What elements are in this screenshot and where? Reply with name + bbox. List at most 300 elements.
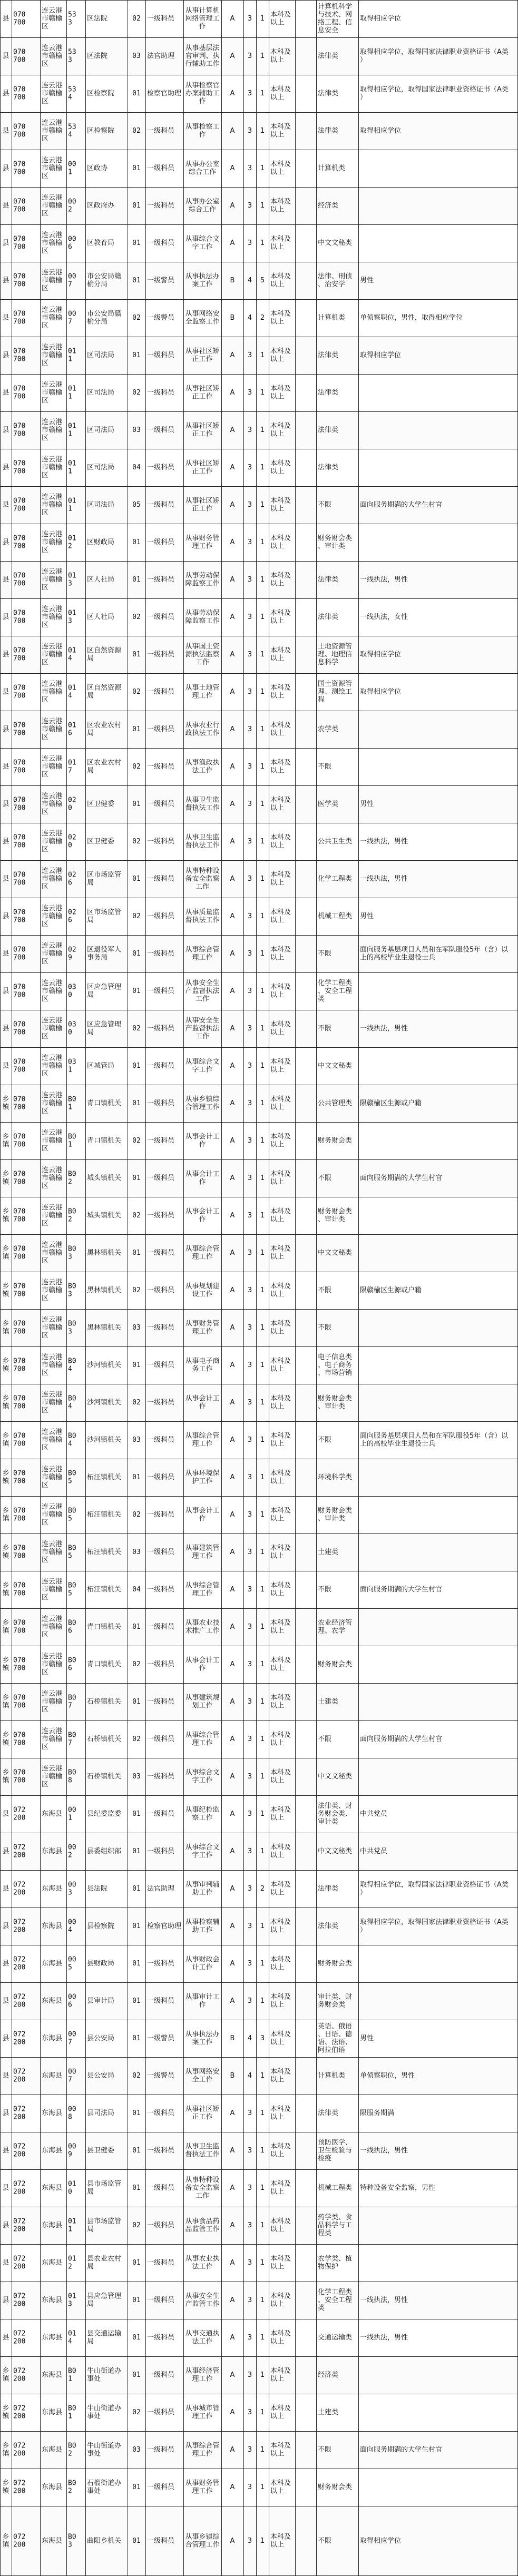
cell-计划人数-line: 2 (260, 314, 265, 322)
cell-单位代码-line: 072 (13, 2533, 26, 2541)
cell-考试类别 (248, 314, 252, 322)
cell-职位类别-line: 品监管工作 (185, 2225, 220, 2234)
cell-主管部门代码-line: B0 (68, 1694, 76, 1702)
cell-职位简介-line: A (230, 2334, 235, 2342)
cell-主管部门代码-line: 4 (68, 93, 72, 102)
cell-职位名称 (147, 687, 175, 696)
cell-职位代码-line: 01 (132, 1623, 141, 1631)
cell-招录机关-line: 石桥镇机关 (87, 1773, 122, 1781)
cell-学历-line: 本科及 (270, 310, 291, 318)
cell-单位代码-line: 700 (13, 729, 26, 738)
cell-职位名称 (147, 2483, 175, 2491)
cell-区县 (42, 2371, 62, 2379)
cell-考试类别-line: 3 (247, 2147, 252, 2155)
cell-专业 (318, 1735, 331, 1743)
cell-考试类别 (248, 1137, 252, 1145)
cell-区县 (42, 1997, 62, 2005)
cell-职位简介 (230, 912, 235, 920)
cell-专业-line: 法律类 (318, 351, 339, 359)
cell-其他条件 (360, 2333, 408, 2342)
cell-其他条件-line: 男性 (360, 912, 374, 920)
cell-层级 (2, 1847, 9, 1855)
cell-层级-line: 乡 (2, 1544, 9, 1552)
cell-职位代码 (132, 950, 141, 958)
cell-层级-line: 乡 (2, 1619, 9, 1627)
cell-单位代码 (13, 1058, 25, 1074)
cell-层级-line: 县 (2, 538, 9, 546)
cell-职位类别-line: 法工作 (192, 766, 213, 775)
cell-职位类别-line: 从事环境保 (185, 1469, 220, 1478)
cell-职位名称 (147, 1847, 175, 1855)
cell-单位代码-line: 200 (13, 2541, 26, 2549)
cell-职位类别-line: 作 (199, 1178, 206, 1186)
cell-区县-line: 区 (42, 808, 49, 816)
cell-主管部门代码-line: B0 (68, 1357, 76, 1365)
cell-考试类别-line: 3 (247, 2296, 252, 2304)
cell-职位类别-line: 备安全监察 (185, 2184, 220, 2192)
cell-招录机关 (87, 1361, 121, 1369)
cell-单位代码-line: 200 (13, 2487, 26, 2495)
cell-职位简介 (230, 2147, 235, 2155)
cell-职位代码-line: 02 (132, 314, 141, 322)
cell-专业-line: 法律类 (318, 2109, 339, 2117)
cell-招录机关-line: 区农业农村 (87, 759, 122, 767)
table-row (0, 2394, 518, 2431)
cell-考试类别 (248, 52, 252, 60)
cell-单位代码-line: 070 (13, 1581, 26, 1590)
cell-层级-line: 县 (2, 950, 9, 958)
cell-学历-line: 本科及 (270, 11, 291, 19)
cell-层级 (2, 1810, 9, 1818)
cell-主管部门代码-line: 00 (68, 1881, 76, 1889)
cell-区县-line: 连云港 (42, 306, 63, 314)
cell-职位名称 (147, 800, 175, 808)
cell-职位简介 (230, 2259, 235, 2267)
cell-招录机关 (87, 613, 114, 621)
cell-职位类别-line: 理工作 (192, 2487, 213, 2495)
cell-职位代码-line: 01 (132, 1249, 141, 1257)
cell-职位类别-line: 从事国土资 (185, 643, 220, 651)
table-row (0, 2020, 518, 2057)
cell-专业 (318, 763, 331, 771)
cell-层级-line: 镇 (2, 1140, 9, 1149)
cell-主管部门代码-line: 4 (68, 1926, 72, 1934)
cell-层级 (2, 1395, 9, 1411)
cell-招录机关-line: 区城管局 (87, 1062, 115, 1070)
cell-职位名称 (147, 1510, 175, 1519)
cell-主管部门代码-line: 00 (68, 1843, 76, 1852)
cell-招录机关 (87, 1623, 121, 1631)
cell-层级-line: 县 (2, 389, 9, 397)
cell-单位代码-line: 700 (13, 953, 26, 962)
cell-区县-line: 连云港 (42, 605, 63, 613)
cell-主管部门代码-line: B0 (68, 1394, 76, 1403)
cell-职位代码-line: 01 (132, 2034, 141, 2042)
cell-层级 (2, 2533, 9, 2549)
cell-考试类别-line: 3 (247, 164, 252, 172)
cell-主管部门代码-line: 01 (68, 684, 76, 692)
cell-职位类别-line: 理工作 (192, 2450, 213, 2458)
cell-单位代码-line: 700 (13, 467, 26, 476)
cell-考试类别 (248, 1810, 252, 1818)
cell-主管部门代码-line: 1 (68, 2225, 72, 2234)
cell-职位类别-line: 从事质量监 (185, 908, 220, 917)
cell-单位代码 (13, 1171, 25, 1186)
cell-区县-line: 区 (42, 883, 49, 891)
cell-学历-line: 以上 (270, 1178, 285, 1186)
cell-区县-line: 东海县 (42, 1960, 63, 1968)
cell-职位代码-line: 03 (132, 1436, 141, 1444)
cell-其他条件-line: 一线执法，男性 (360, 576, 408, 584)
cell-计划人数-line: 1 (260, 2109, 265, 2117)
cell-单位代码-line: 072 (13, 2142, 26, 2151)
cell-职位代码-line: 02 (132, 1286, 141, 1294)
cell-层级 (2, 1470, 9, 1486)
cell-招录机关-line: 区卫健委 (87, 838, 115, 845)
cell-考试类别-line: 3 (247, 1511, 252, 1519)
cell-职位代码 (132, 1361, 141, 1369)
cell-其他条件-line: 面向服务基层项目人员和在军队服役5年（含）以 (360, 946, 509, 954)
cell-计划人数 (260, 838, 265, 845)
cell-职位类别-line: 合管理工作 (185, 2541, 220, 2549)
cell-区县 (42, 2072, 62, 2080)
table-row (0, 823, 518, 860)
cell-计划人数-line: 1 (260, 725, 265, 733)
cell-专业-line: 土地资源管 (318, 643, 353, 651)
cell-职位代码 (132, 2483, 141, 2491)
cell-计划人数 (260, 2221, 265, 2229)
cell-单位代码-line: 070 (13, 609, 26, 617)
cell-计划人数-line: 1 (260, 351, 265, 359)
cell-招录机关 (87, 126, 114, 135)
cell-主管部门代码-line: 7 (68, 280, 72, 289)
cell-专业-line: 不限 (318, 501, 332, 509)
cell-计划人数-line: 1 (260, 1062, 265, 1070)
cell-主管部门代码-line: 02 (68, 833, 76, 842)
cell-计划人数 (260, 426, 265, 434)
cell-主管部门代码-line: 4 (68, 692, 72, 700)
cell-职位代码 (132, 127, 141, 135)
cell-职位代码 (132, 2259, 141, 2267)
cell-单位代码-line: 070 (13, 721, 26, 730)
table-row (0, 1384, 518, 1421)
cell-考试类别-line: 3 (247, 1025, 252, 1033)
cell-考试类别-line: 3 (247, 15, 252, 23)
cell-单位代码 (13, 2480, 25, 2495)
cell-考试类别-line: 3 (247, 950, 252, 958)
cell-招录机关-line: 局 (87, 2300, 94, 2308)
cell-职位名称 (147, 1323, 175, 1332)
cell-层级 (2, 351, 9, 359)
cell-学历-line: 本科及 (270, 2180, 291, 2188)
cell-层级-line: 县 (2, 90, 9, 97)
cell-职位类别-line: 作 (199, 1402, 206, 1411)
cell-招录机关-line: 青口镇机关 (87, 1137, 122, 1145)
cell-招录机关-line: 柘汪镇机关 (87, 1511, 122, 1519)
cell-招录机关-line: 局 (87, 692, 94, 700)
cell-主管部门代码-line: 4 (68, 1365, 72, 1373)
cell-考试类别-line: 3 (247, 2109, 252, 2117)
cell-区县 (42, 2408, 62, 2416)
cell-单位代码-line: 070 (13, 48, 26, 56)
cell-区县-line: 连云港 (42, 1466, 63, 1473)
cell-其他条件-line: ） (360, 1926, 367, 1934)
cell-学历-line: 本科及 (270, 2217, 291, 2226)
cell-考试类别 (248, 875, 252, 883)
cell-职位简介-line: A (230, 576, 235, 584)
cell-计划人数-line: 1 (260, 127, 265, 135)
cell-其他条件 (360, 14, 401, 23)
cell-区县-line: 市赣榆 (42, 875, 63, 883)
cell-区县-line: 连云港 (42, 1054, 63, 1062)
cell-层级-line: 乡 (2, 1357, 9, 1365)
cell-层级-line: 县 (2, 52, 9, 60)
cell-单位代码-line: 700 (13, 56, 26, 64)
cell-招录机关 (87, 1436, 121, 1444)
cell-区县-line: 连云港 (42, 7, 63, 15)
cell-单位代码-line: 072 (13, 1806, 26, 1814)
cell-计划人数 (260, 164, 265, 172)
cell-单位代码-line: 072 (13, 2180, 26, 2188)
cell-职位代码 (132, 1698, 141, 1706)
cell-专业 (318, 874, 352, 883)
cell-招录机关 (87, 1585, 121, 1594)
cell-其他条件-line: 一线执法，男性 (360, 1025, 408, 1033)
cell-区县-line: 区 (42, 1706, 49, 1714)
cell-层级 (2, 1245, 9, 1261)
cell-职位类别-line: 从事网络安 (185, 2068, 220, 2076)
table-row (0, 1309, 518, 1346)
cell-考试类别 (248, 1249, 252, 1257)
cell-职位名称 (147, 1473, 175, 1481)
cell-招录机关-line: 局 (87, 2225, 94, 2234)
cell-专业-line: 物保护 (318, 2263, 339, 2271)
cell-计划人数-line: 1 (260, 1735, 265, 1743)
cell-招录机关-line: 牛山街道办 (87, 2404, 122, 2413)
cell-职位类别-line: 术推广工作 (185, 1627, 220, 1635)
cell-主管部门代码-line: 01 (68, 721, 76, 730)
cell-职位类别-line: 从事综合文 (185, 1768, 220, 1777)
cell-专业 (318, 1697, 338, 1706)
cell-区县-line: 连云港 (42, 830, 63, 838)
cell-主管部门代码-line: B0 (68, 1656, 76, 1665)
cell-专业-line: 经济类 (318, 202, 339, 210)
cell-考试类别-line: 3 (247, 763, 252, 771)
cell-计划人数-line: 1 (260, 800, 265, 808)
cell-层级 (2, 2442, 9, 2458)
cell-招录机关-line: 市公安局赣 (87, 272, 122, 281)
cell-招录机关-line: 局 (87, 2337, 94, 2346)
cell-职位类别-line: 从事综合文 (185, 1843, 220, 1852)
cell-职位简介-line: B (230, 277, 235, 284)
cell-职位名称-line: 一级科员 (147, 2296, 175, 2304)
cell-层级 (2, 613, 9, 621)
cell-层级-line: 乡 (2, 1432, 9, 1440)
cell-职位简介-line: A (230, 1960, 235, 1968)
cell-职位简介-line: A (230, 1212, 235, 1220)
table-row (0, 2244, 518, 2282)
cell-计划人数-line: 1 (260, 464, 265, 471)
cell-职位名称-line: 一级科员 (147, 1174, 175, 1182)
cell-专业 (318, 1772, 352, 1781)
cell-职位名称 (147, 762, 175, 771)
cell-计划人数-line: 1 (260, 90, 265, 97)
cell-层级-line: 县 (2, 2259, 9, 2267)
cell-单位代码 (13, 2442, 25, 2458)
cell-职位简介-line: A (230, 2184, 235, 2192)
cell-层级-line: 县 (2, 2334, 9, 2342)
cell-区县-line: 连云港 (42, 979, 63, 987)
cell-计划人数 (260, 2147, 265, 2155)
cell-区县-line: 市赣榆 (42, 800, 63, 808)
cell-专业-line: 品科学与工 (318, 2221, 353, 2229)
cell-招录机关 (87, 463, 114, 471)
cell-专业 (318, 912, 352, 920)
cell-主管部门代码-line: 1 (68, 2375, 72, 2383)
cell-职位类别-line: 从事办公室 (185, 198, 220, 206)
table-row (0, 1758, 518, 1795)
cell-其他条件-line: 一线执法，男性 (360, 2334, 408, 2342)
cell-其他条件-line: 面向服务期满的大学生村官 (360, 1174, 443, 1182)
cell-职位类别-line: 理工作 (192, 2412, 213, 2421)
cell-职位代码 (132, 2446, 141, 2454)
cell-区县-line: 连云港 (42, 530, 63, 538)
cell-单位代码-line: 200 (13, 1814, 26, 1822)
cell-职位类别-line: 正工作 (192, 505, 213, 513)
cell-考试类别-line: 3 (247, 2259, 252, 2267)
cell-招录机关-line: 县审计局 (87, 1997, 115, 2005)
table-row (0, 1496, 518, 1533)
cell-专业-line: 医学类 (318, 800, 339, 808)
cell-职位名称-line: 一级科员 (147, 651, 175, 658)
cell-学历-line: 本科及 (270, 1469, 291, 1478)
cell-区县-line: 市赣榆 (42, 389, 63, 397)
cell-主管部门代码-line: 00 (68, 1918, 76, 1926)
cell-招录机关-line: 局 (87, 1028, 94, 1037)
cell-单位代码 (13, 1769, 25, 1785)
cell-学历-line: 本科及 (270, 347, 291, 356)
cell-计划人数 (260, 1773, 265, 1781)
cell-其他条件-line: ） (360, 56, 367, 64)
cell-考试类别 (248, 2296, 252, 2304)
cell-专业-line: 化学工程类 (318, 2288, 353, 2296)
cell-职位简介-line: A (230, 1586, 235, 1594)
cell-职位简介-line: A (230, 2483, 235, 2491)
cell-学历-line: 本科及 (270, 2030, 291, 2039)
cell-职位简介-line: A (230, 1810, 235, 1818)
cell-专业-line: 土建类 (318, 2408, 339, 2416)
cell-主管部门代码-line: 00 (68, 1955, 76, 1964)
cell-招录机关-line: 牛山街道办 (87, 2442, 122, 2450)
cell-单位代码-line: 700 (13, 392, 26, 401)
cell-专业-line: 财务财会类 (318, 534, 353, 543)
cell-职位类别-line: 从事财务管 (185, 534, 220, 543)
cell-职位名称-line: 一级科员 (147, 15, 175, 23)
cell-招录机关-line: 县公安局 (87, 2072, 115, 2080)
cell-区县-line: 东海县 (42, 2371, 63, 2379)
cell-职位类别 (185, 198, 219, 214)
cell-招录机关 (87, 1772, 121, 1781)
cell-学历-line: 本科及 (270, 684, 291, 692)
cell-层级 (2, 1320, 9, 1336)
cell-其他条件-line: 取得相应学位，取得国家法律职业资格证书（A类 (360, 1918, 509, 1926)
cell-主管部门代码-line: 01 (68, 2255, 76, 2263)
cell-区县-line: 市赣榆 (42, 127, 63, 135)
cell-计划人数 (260, 651, 265, 658)
cell-考试类别-line: 3 (247, 1212, 252, 1220)
table-row (0, 2169, 518, 2207)
cell-主管部门代码-line: 3 (68, 1253, 72, 1261)
cell-职位类别-line: 从事农业执 (185, 2255, 220, 2263)
cell-层级-line: 县 (2, 651, 9, 658)
cell-考试类别 (248, 1174, 252, 1182)
cell-职位类别-line: 工作 (195, 1033, 210, 1040)
cell-考试类别-line: 3 (247, 127, 252, 135)
cell-考试类别-line: 3 (247, 1324, 252, 1332)
cell-专业-line: 息安全 (318, 26, 339, 35)
cell-层级-line: 镇 (2, 2412, 9, 2421)
cell-招录机关-line: 区司法局 (87, 464, 115, 471)
cell-学历-line: 以上 (270, 1889, 285, 1897)
cell-计划人数-line: 1 (260, 613, 265, 621)
cell-单位代码 (13, 1919, 25, 1934)
cell-单位代码-line: 070 (13, 759, 26, 767)
cell-专业-line: 审计类、财 (318, 1993, 353, 2001)
cell-职位代码-line: 01 (132, 277, 141, 284)
cell-学历-line: 本科及 (270, 459, 291, 468)
cell-职位类别-line: 从事会计工 (185, 1133, 220, 1141)
cell-单位代码 (13, 1732, 25, 1747)
cell-职位代码-line: 02 (132, 2072, 141, 2080)
cell-区县 (42, 2259, 62, 2267)
cell-单位代码-line: 070 (13, 123, 26, 131)
cell-职位名称-line: 一级科员 (147, 2221, 175, 2229)
cell-区县-line: 东海县 (42, 2221, 63, 2229)
cell-考试类别-line: 3 (247, 1960, 252, 1968)
cell-学历-line: 本科及 (270, 534, 291, 543)
cell-职位类别-line: 法工作 (192, 2263, 213, 2271)
cell-招录机关-line: 黑林镇机关 (87, 1249, 122, 1257)
cell-计划人数-line: 5 (260, 277, 265, 284)
cell-计划人数 (260, 800, 265, 808)
cell-学历-line: 以上 (270, 1477, 285, 1486)
cell-专业 (318, 2483, 352, 2491)
cell-专业 (318, 1099, 352, 1107)
cell-考试类别-line: 3 (247, 1773, 252, 1781)
cell-层级-line: 县 (2, 202, 9, 210)
cell-职位类别-line: 从事综合文 (185, 235, 220, 243)
cell-主管部门代码-line: 1 (68, 505, 72, 513)
cell-学历-line: 以上 (270, 2487, 285, 2495)
cell-职位类别-line: 网络管理工 (185, 15, 220, 23)
cell-招录机关-line: 区自然资源 (87, 646, 122, 655)
cell-计划人数-line: 1 (260, 2072, 265, 2080)
cell-层级-line: 镇 (2, 1290, 9, 1299)
cell-单位代码-line: 070 (13, 572, 26, 580)
cell-区县-line: 市赣榆 (42, 1025, 63, 1033)
cell-主管部门代码-line: 01 (68, 2329, 76, 2338)
cell-职位代码 (132, 464, 141, 471)
cell-职位类别-line: 政执法工作 (185, 729, 220, 738)
cell-职位简介-line: A (230, 1249, 235, 1257)
cell-学历-line: 本科及 (270, 1619, 291, 1627)
cell-职位名称 (147, 1061, 175, 1070)
cell-学历-line: 以上 (270, 18, 285, 27)
cell-职位代码 (132, 576, 141, 584)
cell-职位代码 (132, 838, 141, 845)
cell-学历-line: 本科及 (270, 1993, 291, 2001)
cell-区县-line: 市赣榆 (42, 52, 63, 60)
